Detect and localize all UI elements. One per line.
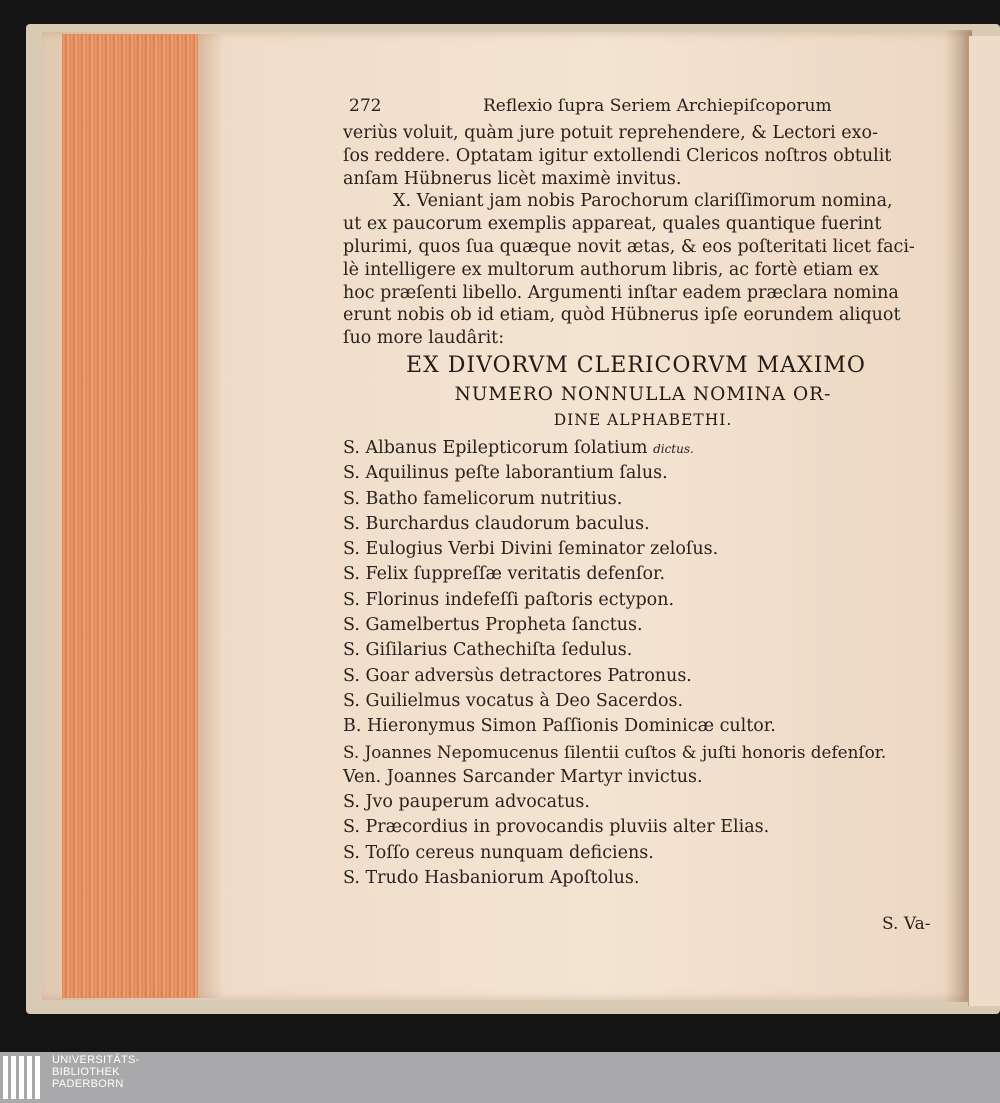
list-item: S. Toſſo cereus nunquam deficiens. xyxy=(343,842,654,863)
list-item: S. Præcordius in provocandis pluviis alter Elias. xyxy=(343,817,770,838)
list-item: S. Gamelbertus Propheta ſanctus. xyxy=(343,615,643,636)
saints-list xyxy=(343,436,943,891)
text-line: lè intelligere ex multorum authorum libris, ac fortè etiam ex xyxy=(343,259,879,280)
text-line: ſos reddere. Optatam igitur extollendi Clericos noſtros obtulit xyxy=(343,145,892,166)
heading-line-3: DINE ALPHABETHI. xyxy=(553,410,733,429)
list-item xyxy=(343,436,943,461)
page-edge-red xyxy=(62,34,198,998)
library-footer-bar xyxy=(0,1052,1000,1103)
section-heading xyxy=(343,350,943,432)
catchword: S. Va- xyxy=(882,914,931,934)
text-line: erunt nobis ob id etiam, quòd Hübnerus ipſe eorundem aliquot xyxy=(343,305,901,326)
library-name-line-2: BIBLIOTHEK xyxy=(52,1066,120,1078)
heading-line-1: EX DIVORVM CLERICORVM MAXIMO xyxy=(406,352,866,378)
list-item: S. Goar adversùs detractores Patronus. xyxy=(343,665,692,686)
page-text xyxy=(343,96,943,891)
list-item: S. Jvo pauperum advocatus. xyxy=(343,792,590,813)
text-line: veriùs voluit, quàm jure potuit reprehendere, & Lectori exo- xyxy=(343,123,878,143)
list-item: S. Florinus indefeſſi paſtoris ectypon. xyxy=(343,589,675,610)
heading-line-2: NUMERO NONNULLA NOMINA OR- xyxy=(454,383,832,405)
text-line: ſuo more laudârit: xyxy=(343,328,505,349)
list-item: S. Eulogius Verbi Divini ſeminator zeloſus. xyxy=(343,539,719,560)
list-item: S. Batho famelicorum nutritius. xyxy=(343,488,623,509)
saint-name: S. Albanus Epilepticorum ſolatium xyxy=(343,437,648,458)
paragraph-continuation xyxy=(343,122,943,190)
running-title: Reflexio ſupra Seriem Archiepiſcoporum xyxy=(483,96,832,116)
page-number: 272 xyxy=(349,96,382,116)
list-item: S. Felix ſuppreſſæ veritatis defenſor. xyxy=(343,564,666,585)
library-logo-icon xyxy=(0,1052,46,1103)
list-item: B. Hieronymus Simon Paſſionis Dominicæ cultor. xyxy=(343,716,776,737)
list-item: S. Giſilarius Cathechiſta ſedulus. xyxy=(343,640,633,661)
text-line: anſam Hübnerus licèt maximè invitus. xyxy=(343,168,682,189)
text-line: X. Veniant jam nobis Parochorum clariſſimorum nomina, xyxy=(393,191,893,212)
page-header xyxy=(343,96,943,122)
list-item: S. Joannes Nepomucenus ſilentii cuſtos & juſti honoris defenſor. xyxy=(343,741,887,762)
list-item: S. Trudo Hasbaniorum Apoſtolus. xyxy=(343,868,640,889)
library-name xyxy=(52,1054,140,1090)
list-item: S. Burchardus claudorum baculus. xyxy=(343,513,650,534)
text-line: hoc præſenti libello. Argumenti inſtar eadem præclara nomina xyxy=(343,282,899,303)
text-line: ut ex paucorum exemplis appareat, quales quantique fuerint xyxy=(343,214,882,235)
list-item: Ven. Joannes Sarcander Martyr invictus. xyxy=(343,766,703,787)
library-name-line-3: PADERBORN xyxy=(52,1078,124,1090)
list-item: S. Guilielmus vocatus à Deo Sacerdos. xyxy=(343,690,684,711)
facing-page-edge xyxy=(968,36,1000,1006)
text-line: plurimi, quos ſua quæque novit ætas, & eos poſteritati licet faci- xyxy=(343,236,915,257)
library-name-line-1: UNIVERSITÄTS- xyxy=(52,1054,140,1066)
list-item: S. Aquilinus peſte laborantium ſalus. xyxy=(343,463,668,484)
saint-suffix: dictus. xyxy=(653,441,694,456)
section-x-paragraph xyxy=(343,190,943,350)
